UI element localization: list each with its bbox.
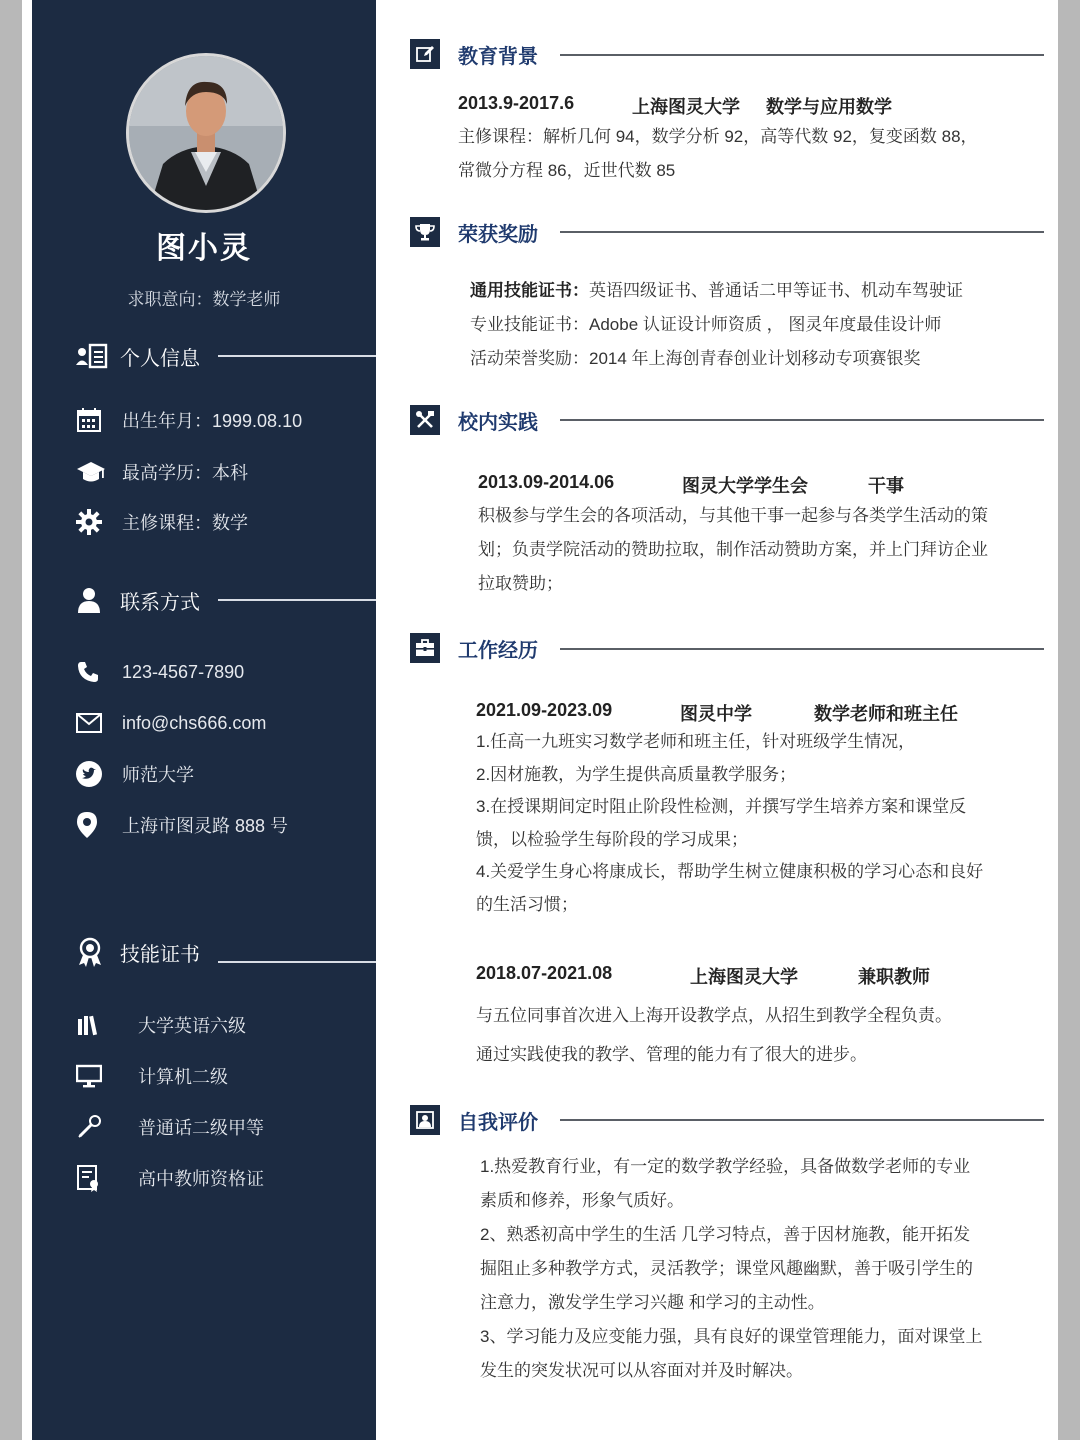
- certificate-icon: [76, 1164, 108, 1192]
- graduation-cap-icon: [76, 459, 108, 485]
- major-item: [76, 507, 248, 537]
- job-details: [476, 726, 983, 921]
- work-heading: [410, 632, 538, 664]
- calendar-icon: [76, 407, 108, 433]
- skills-heading: [76, 937, 200, 967]
- personal-info-title: 个人信息: [120, 347, 200, 370]
- campus-row: [478, 472, 1018, 496]
- award-item: [470, 274, 963, 308]
- phone-icon: [76, 660, 108, 684]
- job-line: 的生活习惯；: [476, 894, 578, 914]
- self-eval-heading: [410, 1104, 538, 1136]
- education-heading: [410, 38, 538, 70]
- award-label: 通用技能证书：: [470, 281, 589, 300]
- education-title: 教育背景: [458, 45, 538, 68]
- job-line: 通过实践使我的教学、管理的能力有了很大的进步。: [476, 1045, 867, 1064]
- award-ribbon-icon: [76, 937, 108, 967]
- main-content: [376, 0, 1058, 1440]
- education-period: 2013.9-2017.6: [458, 93, 575, 113]
- job-org: 图灵中学: [680, 704, 752, 724]
- campus-heading: [410, 404, 538, 436]
- education-row: [458, 93, 1018, 117]
- self-eval-line: 掘阻止多种教学方式，灵活教学；课堂风趣幽默，善于吸引学生的: [480, 1259, 973, 1278]
- job-row: [476, 963, 1016, 987]
- self-eval-rule: [560, 1119, 1044, 1121]
- award-text: 英语四级证书、普通话二甲等证书、机动车驾驶证: [589, 281, 963, 300]
- skill-text: 高中教师资格证: [138, 1169, 264, 1189]
- school-text: 师范大学: [122, 765, 194, 785]
- award-label: 专业技能证书：: [470, 315, 589, 334]
- skills-rule: [218, 961, 376, 963]
- skill-item: [76, 1112, 264, 1142]
- self-eval-line: 发生的突发状况可以从容面对并及时解决。: [480, 1361, 803, 1380]
- job-line: 4.关爱学生身心将康成长，帮助学生树立健康积极的学习心态和良好: [476, 862, 984, 881]
- job-details: [476, 996, 952, 1074]
- self-eval-line: 素质和修养，形象气质好。: [480, 1191, 684, 1210]
- campus-line: 划；负责学院活动的赞助拉取，制作活动赞助方案，并上门拜访企业: [478, 540, 988, 559]
- self-eval-line: 2、熟悉初高中学生的生活 几学习特点，善于因材施教，能开拓发: [480, 1225, 971, 1244]
- sidebar: [32, 0, 376, 1440]
- campus-title: 校内实践: [458, 411, 538, 434]
- award-text: 2014 年上海创青春创业计划移动专项赛银奖: [589, 349, 921, 368]
- avatar: [126, 53, 286, 213]
- education-details: [458, 120, 978, 188]
- education-major: 数学与应用数学: [766, 97, 892, 117]
- campus-details: [478, 499, 988, 601]
- job-role: 数学老师和班主任: [814, 704, 958, 724]
- self-eval-line: 3、学习能力及应变能力强，具有良好的课堂管理能力，面对课堂上: [480, 1327, 983, 1346]
- address-item: [76, 810, 288, 840]
- phone-text: 123-4567-7890: [122, 661, 245, 682]
- skill-text: 普通话二级甲等: [138, 1118, 264, 1138]
- campus-line: 积极参与学生会的各项活动，与其他干事一起参与各类学生活动的策: [478, 506, 988, 525]
- education-line: 主修课程：解析几何 94，数学分析 92，高等代数 92，复变函数 88，: [458, 127, 978, 146]
- campus-period: 2013.09-2014.06: [478, 472, 615, 492]
- skill-item: [76, 1010, 246, 1040]
- major-text: 主修课程：数学: [122, 513, 248, 533]
- awards-rule: [560, 231, 1044, 233]
- campus-role: 干事: [868, 476, 904, 496]
- self-eval-line: 1.热爱教育行业，有一定的数学教学经验，具备做数学老师的专业: [480, 1157, 971, 1176]
- skill-text: 大学英语六级: [138, 1016, 246, 1036]
- job-role: 兼职教师: [858, 967, 930, 987]
- trophy-icon: [410, 217, 440, 247]
- twitter-icon: [76, 761, 108, 787]
- skill-item: [76, 1061, 228, 1091]
- location-pin-icon: [76, 811, 108, 839]
- education-level-text: 最高学历：本科: [122, 463, 248, 483]
- work-title: 工作经历: [458, 639, 538, 662]
- school-item: [76, 759, 194, 789]
- phone-item: [76, 657, 244, 687]
- contact-rule: [218, 599, 376, 601]
- award-label: 活动荣誉奖励：: [470, 349, 589, 368]
- self-eval-line: 注意力，激发学生学习兴趣 和学习的主动性。: [480, 1293, 825, 1312]
- id-card-icon: [76, 341, 108, 371]
- education-school: 上海图灵大学: [632, 97, 740, 117]
- gear-icon: [76, 509, 108, 535]
- job-row: [476, 700, 1016, 724]
- skills-title: 技能证书: [120, 943, 200, 966]
- job-period: 2021.09-2023.09: [476, 700, 613, 720]
- microphone-icon: [76, 1114, 108, 1140]
- self-eval-title: 自我评价: [458, 1111, 538, 1134]
- birth-text: 出生年月：1999.08.10: [122, 411, 303, 431]
- job-org: 上海图灵大学: [690, 967, 798, 987]
- mail-icon: [76, 713, 108, 733]
- email-item: [76, 708, 266, 738]
- job-line: 馈，以检验学生每阶段的学习成果；: [476, 829, 748, 849]
- birth-item: [76, 405, 302, 435]
- campus-rule: [560, 419, 1044, 421]
- campus-line: 拉取赞助；: [478, 574, 563, 593]
- education-level-item: [76, 457, 248, 487]
- skill-text: 计算机二级: [138, 1067, 228, 1087]
- candidate-name: 图小灵: [156, 232, 252, 265]
- user-icon: [76, 585, 108, 615]
- resume-page: [22, 0, 1058, 1440]
- tools-icon: [410, 405, 440, 435]
- personal-info-heading: [76, 341, 200, 371]
- person-badge-icon: [410, 1105, 440, 1135]
- education-line: 常微分方程 86，近世代数 85: [458, 161, 676, 180]
- award-text: Adobe 认证设计师资质 ， 图灵年度最佳设计师: [589, 315, 942, 334]
- award-item: [470, 308, 963, 342]
- self-eval-details: [480, 1150, 982, 1388]
- awards-list: [470, 274, 963, 376]
- address-text: 上海市图灵路 888 号: [122, 816, 289, 836]
- job-period: 2018.07-2021.08: [476, 963, 613, 983]
- contact-title: 联系方式: [120, 591, 200, 614]
- personal-info-rule: [218, 355, 376, 357]
- job-intent: 求职意向：数学老师: [127, 290, 281, 309]
- education-rule: [560, 54, 1044, 56]
- edit-icon: [410, 39, 440, 69]
- award-item: [470, 342, 963, 376]
- job-line: 2.因材施教，为学生提供高质量教学服务；: [476, 764, 797, 784]
- monitor-icon: [76, 1063, 108, 1089]
- work-rule: [560, 648, 1044, 650]
- job-line: 与五位同事首次进入上海开设教学点，从招生到教学全程负责。: [476, 1006, 952, 1025]
- job-line: 1.任高一九班实习数学老师和班主任，针对班级学生情况，: [476, 732, 916, 751]
- books-icon: [76, 1013, 108, 1037]
- awards-title: 荣获奖励: [458, 223, 538, 246]
- awards-heading: [410, 216, 538, 248]
- job-line: 3.在授课期间定时阻止阶段性检测，并撰写学生培养方案和课堂反: [476, 797, 967, 816]
- contact-heading: [76, 585, 200, 615]
- briefcase-icon: [410, 633, 440, 663]
- campus-org: 图灵大学学生会: [682, 476, 808, 496]
- skill-item: [76, 1163, 264, 1193]
- email-text: info@chs666.com: [122, 712, 267, 733]
